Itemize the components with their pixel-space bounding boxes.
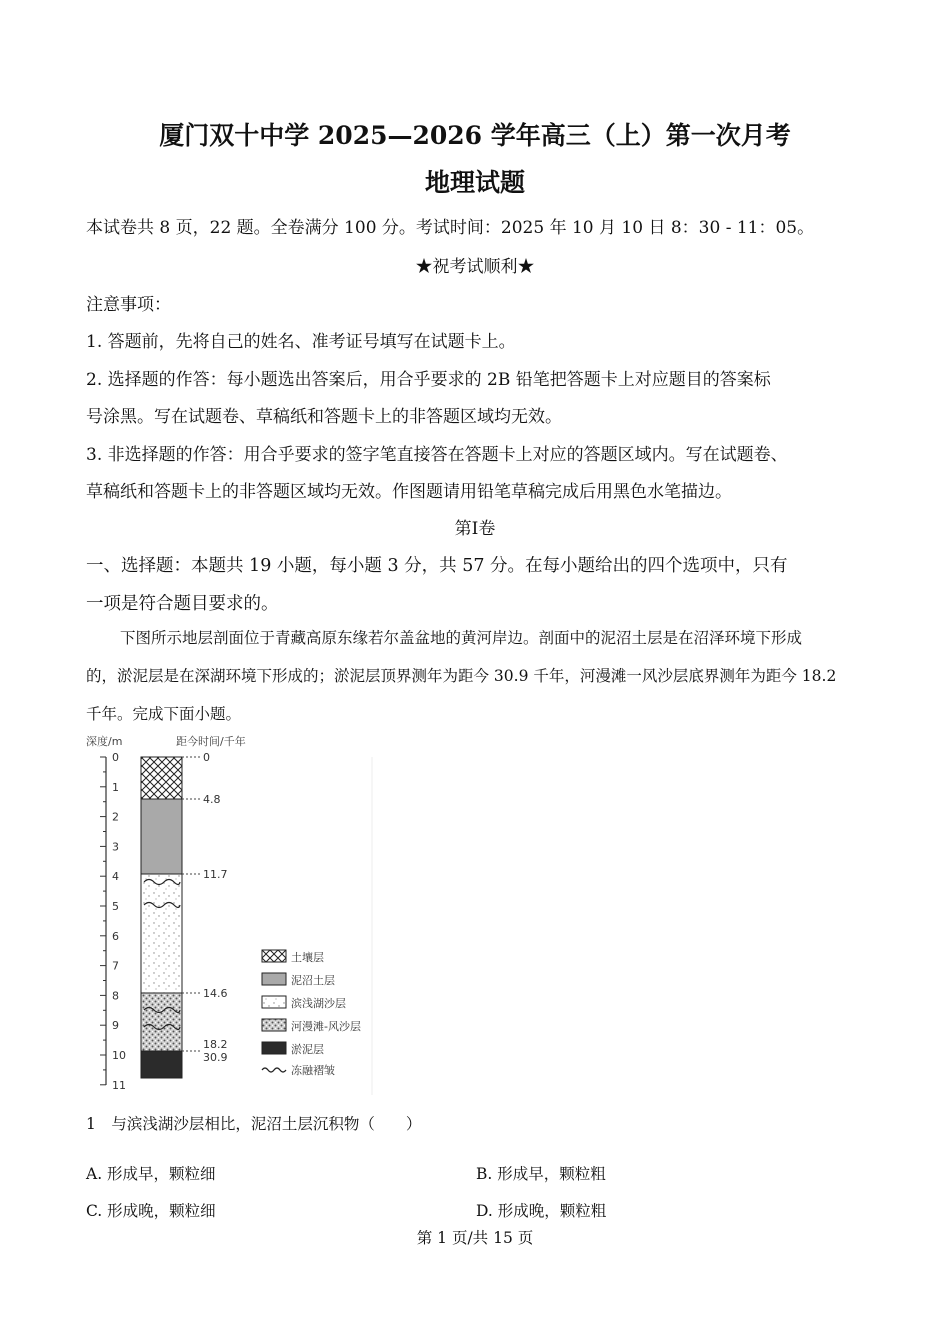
section-1-line-1: 一、选择题：本题共 19 小题，每小题 3 分，共 57 分。在每小题给出的四个选项中，只有 (86, 556, 788, 576)
notice-item-1: 1. 答题前，先将自己的姓名、准考证号填写在试题卡上。 (86, 332, 516, 352)
blessing-text: ★祝考试顺利★ (415, 257, 535, 277)
page-footer: 第 1 页/共 15 页 (416, 1229, 534, 1247)
legend-label: 河漫滩-风沙层 (291, 1020, 361, 1033)
depth-tick-label: 4 (112, 870, 119, 884)
depth-tick-label: 2 (112, 810, 119, 824)
notice-heading: 注意事项： (86, 295, 171, 315)
depth-axis-label: 深度/m (86, 735, 123, 748)
depth-tick-label: 11 (112, 1078, 126, 1092)
depth-tick-label: 6 (112, 929, 119, 943)
time-label: 11.7 (203, 868, 228, 881)
question-1-option-c[interactable]: C. 形成晚，颗粒细 (86, 1202, 216, 1220)
legend-swatch-fold (262, 1068, 286, 1072)
depth-tick-label: 7 (112, 959, 119, 973)
legend (262, 950, 361, 1077)
legend-label: 冻融褶皱 (291, 1064, 335, 1077)
exam-title: 厦门双十中学 2025—2026 学年高三（上）第一次月考 (159, 121, 791, 150)
time-axis-label: 距今时间/千年 (176, 735, 246, 748)
exam-subtitle: 地理试题 (424, 168, 525, 197)
notice-item-3-line-2: 草稿纸和答题卡上的非答题区域均无效。作图题请用铅笔草稿完成后用黑色水笔描边。 (86, 482, 732, 502)
depth-tick-label: 3 (112, 840, 119, 854)
depth-tick-label: 9 (112, 1019, 119, 1033)
depth-tick-label: 5 (112, 900, 119, 913)
question-1-option-b[interactable]: B. 形成早，颗粒粗 (476, 1165, 606, 1183)
passage-line-3: 千年。完成下面小题。 (86, 705, 242, 723)
depth-tick-label: 0 (112, 751, 119, 764)
legend-label: 泥沼土层 (291, 974, 335, 987)
passage-line-1: 下图所示地层剖面位于青藏高原东缘若尔盖盆地的黄河岸边。剖面中的泥沼土层是在沼泽环境下形成 (120, 629, 803, 647)
time-label: 30.9 (203, 1051, 228, 1064)
soil-layer (141, 757, 182, 799)
time-label: 14.6 (203, 987, 228, 1000)
volume-heading: 第Ⅰ卷 (454, 519, 496, 539)
notice-item-3-line-1: 3. 非选择题的作答：用合乎要求的签字笔直接答在答题卡上对应的答题区域内。写在试题卷、 (86, 445, 788, 465)
floodplain-aeolian-layer (141, 993, 182, 1051)
strata-figure (82, 730, 382, 1100)
legend-swatch-lake-sand (262, 996, 286, 1008)
time-label: 4.8 (203, 793, 221, 806)
question-1-option-d[interactable]: D. 形成晚，颗粒粗 (476, 1202, 607, 1220)
legend-label: 土壤层 (291, 951, 324, 964)
depth-ticks (100, 751, 126, 1092)
section-1-line-2: 一项是符合题目要求的。 (86, 594, 279, 614)
depth-tick-label: 1 (112, 780, 119, 794)
depth-tick-label: 10 (112, 1049, 126, 1062)
time-marker-lines (182, 757, 200, 1051)
notice-item-2-line-2: 号涂黑。写在试题卷、草稿纸和答题卡上的非答题区域均无效。 (86, 407, 562, 427)
legend-swatch-silt (262, 1042, 286, 1054)
time-label: 18.2 (203, 1038, 228, 1051)
question-1-option-a[interactable]: A. 形成早，颗粒细 (86, 1165, 216, 1183)
exam-info: 本试卷共 8 页，22 题。全卷满分 100 分。考试时间：2025 年 10 月 10 日 8：30 - 11：05。 (86, 218, 815, 238)
notice-item-2-line-1: 2. 选择题的作答：每小题选出答案后，用合乎要求的 2B 铅笔把答题卡上对应题目的答案标 (86, 370, 771, 390)
legend-swatch-floodplain (262, 1019, 286, 1031)
legend-label: 滨浅湖沙层 (291, 997, 346, 1010)
time-label: 0 (203, 751, 210, 764)
peat-layer (141, 799, 182, 874)
lake-sand-layer (141, 874, 182, 993)
legend-swatch-peat (262, 973, 286, 985)
silt-layer (141, 1051, 182, 1078)
question-1-stem: 1 与滨浅湖沙层相比，泥沼土层沉积物（ ） (86, 1115, 422, 1133)
legend-label: 淤泥层 (291, 1043, 324, 1056)
passage-line-2: 的，淤泥层是在深湖环境下形成的；淤泥层顶界测年为距今 30.9 千年，河漫滩一风沙层底界测年为距今 18.2 (86, 667, 837, 685)
legend-swatch-soil (262, 950, 286, 962)
depth-tick-label: 8 (112, 989, 119, 1003)
